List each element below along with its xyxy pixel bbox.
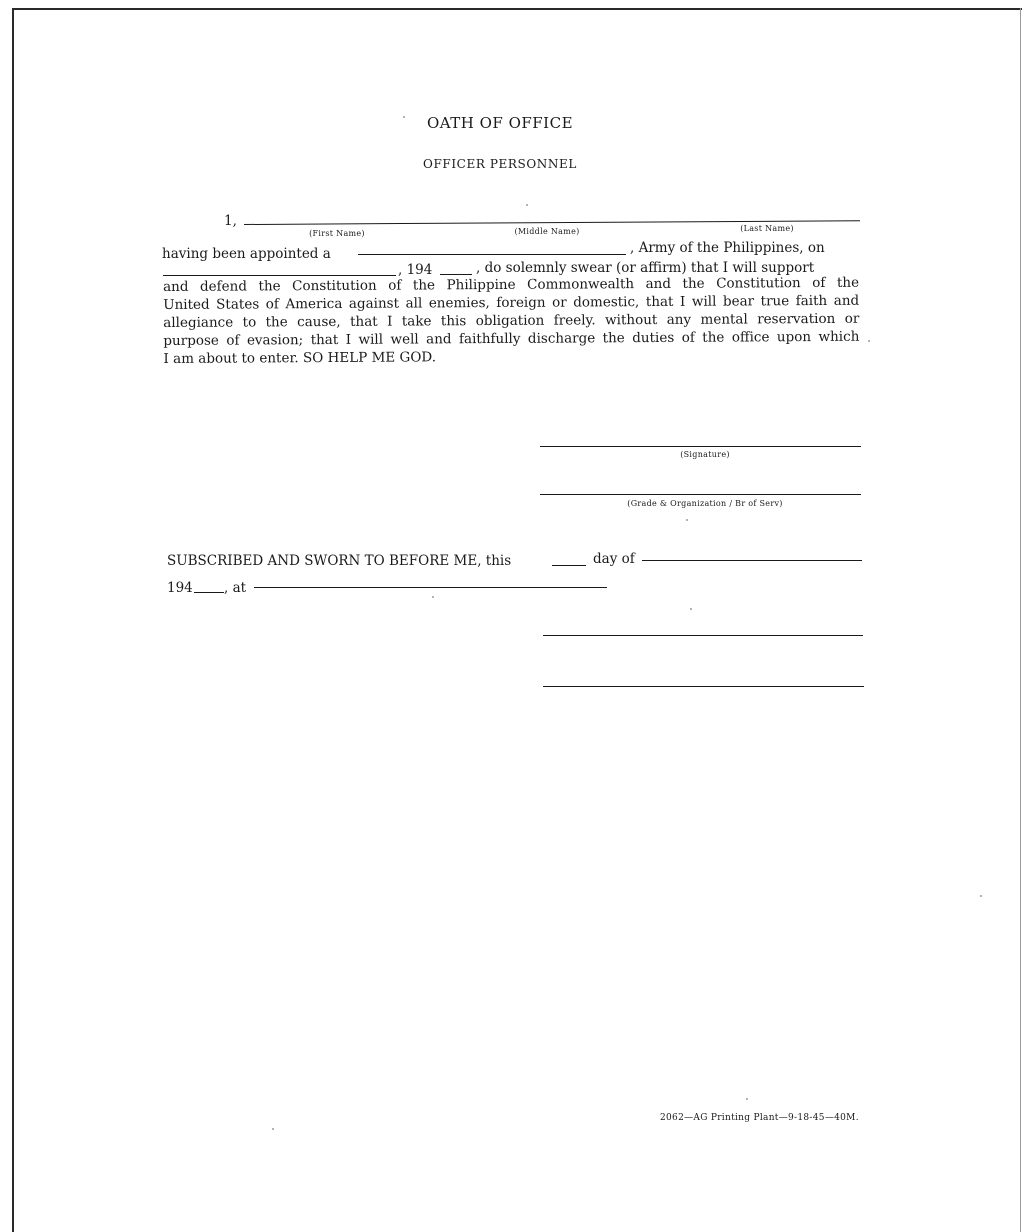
scan-speck [272, 1128, 274, 1130]
page-border-right [1020, 8, 1021, 1232]
oath-row-5: purpose of evasion; that I will well and faithfully discharge the duties of the office upon which [163, 328, 860, 349]
signature-caption: (Signature) [680, 450, 730, 459]
first-name-caption: (First Name) [309, 229, 365, 238]
officer-title-line[interactable] [543, 686, 864, 687]
scan-speck [432, 596, 434, 598]
scan-speck [980, 895, 982, 897]
scan-speck [403, 116, 405, 118]
sworn-year-prefix: 194 [167, 580, 193, 596]
oath-row-6: I am about to enter. SO HELP ME GOD. [163, 349, 437, 367]
last-name-caption: (Last Name) [740, 224, 794, 233]
oath-row-2: and defend the Constitution of the Philippine Commonwealth and the Constitution of the [163, 274, 860, 295]
printer-imprint: 2062—AG Printing Plant—9-18-45—40M. [660, 1113, 859, 1123]
sworn-day-line[interactable] [552, 565, 586, 566]
scan-speck [868, 340, 870, 342]
sworn-year-line[interactable] [194, 592, 224, 593]
appointment-rank-line[interactable] [358, 254, 626, 255]
oath-paragraph [163, 274, 860, 368]
appointment-year-line[interactable] [440, 274, 472, 275]
scan-speck [526, 204, 528, 206]
form-subtitle: OFFICER PERSONNEL [423, 157, 577, 171]
oath-row-3: United States of America against all enemies, foreign or domestic, that I will bear true faith and [163, 292, 860, 313]
sworn-day-of: day of [593, 551, 635, 567]
scan-speck [746, 1098, 748, 1100]
oath-pronoun: 1, [224, 213, 237, 229]
scan-speck [686, 519, 688, 521]
sworn-place-line[interactable] [254, 587, 607, 588]
grade-organization-caption: (Grade & Organization / Br of Serv) [627, 499, 783, 508]
form-title: OATH OF OFFICE [426, 114, 574, 132]
scan-speck [690, 608, 692, 610]
oath-row-1: , do solemnly swear (or affirm) that I will support [476, 260, 815, 276]
sworn-prefix: SUBSCRIBED AND SWORN TO BEFORE ME, this [167, 553, 512, 569]
signature-line[interactable] [540, 446, 861, 447]
middle-name-caption: (Middle Name) [514, 227, 580, 236]
grade-organization-line[interactable] [540, 494, 861, 495]
page-border-top [12, 8, 1022, 10]
sworn-month-line[interactable] [642, 560, 862, 561]
appointment-suffix: , Army of the Philippines, on [630, 240, 825, 256]
oath-row-4: allegiance to the cause, that I take this obligation freely. without any mental reservation or [163, 310, 860, 331]
appointment-prefix: having been appointed a [162, 246, 331, 262]
sworn-at: , at [224, 580, 247, 596]
officer-signature-line[interactable] [543, 635, 863, 636]
oath-year-prefix: , 194 [398, 262, 433, 278]
page-border-left [12, 8, 14, 1232]
